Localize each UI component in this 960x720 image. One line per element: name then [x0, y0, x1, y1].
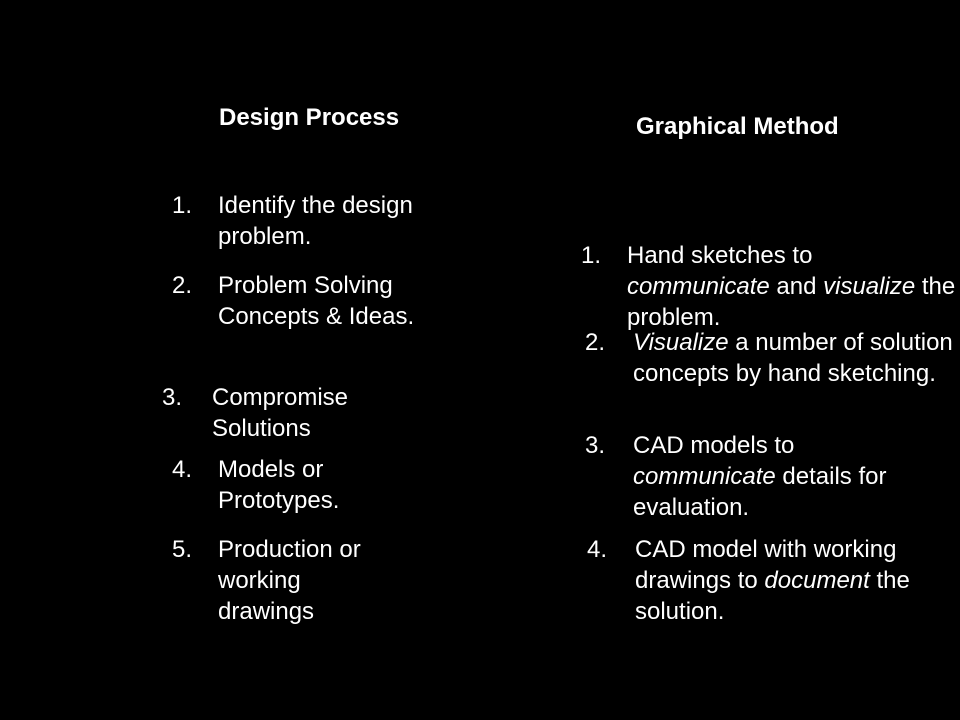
graphical-method-heading: Graphical Method — [636, 113, 839, 140]
list-item-text: Production or working drawings — [218, 536, 361, 625]
design-process-item-4 — [172, 454, 393, 516]
graphical-method-item-2 — [585, 327, 953, 389]
list-number: 2. — [585, 329, 606, 356]
list-item-text: CAD model with working drawings to document the solution. — [635, 536, 910, 625]
graphical-method-item-3 — [585, 430, 933, 523]
design-process-item-3 — [162, 382, 387, 444]
list-item-text: Models or Prototypes. — [218, 456, 340, 514]
design-process-heading: Design Process — [219, 104, 400, 131]
list-number: 5. — [172, 536, 193, 563]
list-item-text: Compromise Solutions — [212, 384, 349, 442]
list-number: 1. — [581, 242, 602, 269]
list-item-text: CAD models to communicate details for evaluation. — [633, 432, 887, 521]
list-number: 4. — [587, 536, 608, 563]
design-process-item-1 — [172, 190, 448, 252]
list-number: 2. — [172, 272, 193, 299]
design-process-item-2 — [172, 270, 423, 332]
list-item-text: Problem Solving Concepts & Ideas. — [218, 272, 415, 330]
list-item-text: Visualize a number of solution concepts by hand sketching. — [633, 329, 953, 387]
graphical-method-item-4 — [587, 534, 960, 627]
emphasis-text: Visualize — [633, 329, 729, 356]
design-process-item-5 — [172, 534, 393, 627]
list-number: 4. — [172, 456, 193, 483]
list-item-text: Identify the design problem. — [218, 192, 413, 250]
graphical-method-item-1 — [581, 240, 957, 333]
emphasis-text: visualize — [823, 273, 916, 300]
emphasis-text: document — [764, 567, 870, 594]
list-number: 3. — [162, 384, 183, 411]
list-number: 1. — [172, 192, 193, 219]
emphasis-text: communicate — [633, 463, 776, 490]
list-number: 3. — [585, 432, 606, 459]
list-item-text: Hand sketches to communicate and visualize the problem. — [627, 242, 956, 331]
emphasis-text: communicate — [627, 273, 770, 300]
